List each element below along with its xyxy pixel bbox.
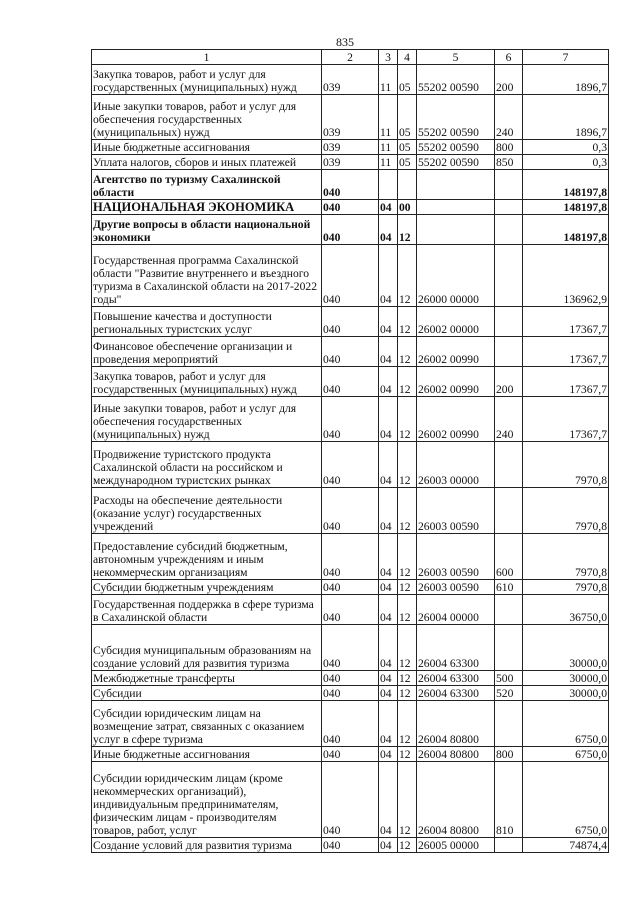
table-row	[92, 155, 609, 170]
row-name: Государственная программа Сахалинской области "Развитие внутреннего и въездного туризма в Сахалинской области на 2017-2022 годы"	[92, 245, 322, 307]
row-amount: 6750,0	[523, 762, 609, 838]
row-code-expense	[495, 625, 523, 671]
table-row	[92, 838, 609, 853]
row-code-section: 11	[379, 95, 398, 140]
table-row	[92, 200, 609, 215]
table-row	[92, 65, 609, 95]
table-row	[92, 595, 609, 625]
row-code-section: 04	[379, 367, 398, 397]
row-code-target: 26002 00990	[417, 397, 495, 442]
row-code-subsection: 12	[398, 245, 417, 307]
row-code-subsection: 12	[398, 307, 417, 337]
row-code-admin: 040	[322, 625, 379, 671]
row-code-target: 26004 00000	[417, 595, 495, 625]
row-code-expense	[495, 838, 523, 853]
table-row	[92, 762, 609, 838]
row-name: Закупка товаров, работ и услуг для государственных (муниципальных) нужд	[92, 65, 322, 95]
row-code-admin: 040	[322, 170, 379, 200]
row-name: Закупка товаров, работ и услуг для государственных (муниципальных) нужд	[92, 367, 322, 397]
row-code-subsection: 00	[398, 200, 417, 215]
row-code-target	[417, 170, 495, 200]
row-code-subsection: 12	[398, 838, 417, 853]
row-code-admin: 040	[322, 245, 379, 307]
table-row	[92, 442, 609, 488]
row-amount: 30000,0	[523, 625, 609, 671]
page-number: 835	[336, 35, 354, 49]
row-amount: 17367,7	[523, 337, 609, 367]
row-name: Государственная поддержка в сфере туризма в Сахалинской области	[92, 595, 322, 625]
row-code-subsection: 12	[398, 747, 417, 762]
row-amount: 17367,7	[523, 397, 609, 442]
table-row	[92, 337, 609, 367]
row-code-subsection: 12	[398, 762, 417, 838]
row-code-expense	[495, 245, 523, 307]
row-code-subsection	[398, 170, 417, 200]
row-code-admin: 040	[322, 762, 379, 838]
row-name: Продвижение туристского продукта Сахалинской области на российском и международном туристских рынках	[92, 442, 322, 488]
row-code-admin: 040	[322, 580, 379, 595]
row-code-admin: 040	[322, 701, 379, 747]
row-name: Другие вопросы в области национальной экономики	[92, 215, 322, 245]
table-row	[92, 671, 609, 686]
row-code-section: 04	[379, 686, 398, 701]
row-code-subsection: 12	[398, 337, 417, 367]
row-code-section	[379, 170, 398, 200]
table-row	[92, 307, 609, 337]
col-header: 1	[92, 50, 322, 65]
table-row	[92, 701, 609, 747]
row-code-subsection: 12	[398, 442, 417, 488]
row-code-expense: 520	[495, 686, 523, 701]
header-row	[92, 50, 609, 65]
row-code-subsection: 12	[398, 488, 417, 534]
row-amount: 1896,7	[523, 95, 609, 140]
table-row	[92, 245, 609, 307]
row-code-subsection: 05	[398, 140, 417, 155]
row-code-section: 04	[379, 200, 398, 215]
row-name: Расходы на обеспечение деятельности (оказание услуг) государственных учреждений	[92, 488, 322, 534]
row-amount: 7970,8	[523, 442, 609, 488]
row-code-target: 26003 00590	[417, 580, 495, 595]
row-code-expense: 610	[495, 580, 523, 595]
row-code-section: 04	[379, 215, 398, 245]
row-code-target: 55202 00590	[417, 140, 495, 155]
row-name: Агентство по туризму Сахалинской области	[92, 170, 322, 200]
table-row	[92, 95, 609, 140]
row-code-admin: 039	[322, 65, 379, 95]
row-code-admin: 040	[322, 215, 379, 245]
row-code-subsection: 05	[398, 65, 417, 95]
row-code-section: 04	[379, 245, 398, 307]
row-code-target: 55202 00590	[417, 65, 495, 95]
row-code-target: 26003 00590	[417, 488, 495, 534]
row-code-expense	[495, 170, 523, 200]
row-code-subsection: 12	[398, 671, 417, 686]
row-amount: 148197,8	[523, 170, 609, 200]
row-code-section: 04	[379, 595, 398, 625]
row-name: Иные закупки товаров, работ и услуг для обеспечения государственных (муниципальных) нужд	[92, 95, 322, 140]
row-code-expense	[495, 337, 523, 367]
row-code-section: 04	[379, 307, 398, 337]
row-amount: 7970,8	[523, 534, 609, 580]
table-row	[92, 488, 609, 534]
row-code-expense	[495, 215, 523, 245]
row-code-target	[417, 215, 495, 245]
row-code-expense	[495, 307, 523, 337]
row-code-section: 04	[379, 337, 398, 367]
row-code-subsection: 12	[398, 397, 417, 442]
row-name: Субсидии юридическим лицам (кроме некоммерческих организаций), индивидуальным предпринимателям, физическим лицам - производителям товаров, работ, услуг	[92, 762, 322, 838]
table-row	[92, 170, 609, 200]
row-code-expense	[495, 442, 523, 488]
row-amount: 6750,0	[523, 701, 609, 747]
row-name: НАЦИОНАЛЬНАЯ ЭКОНОМИКА	[92, 200, 322, 215]
row-code-admin: 040	[322, 337, 379, 367]
row-code-subsection: 12	[398, 625, 417, 671]
row-amount: 0,3	[523, 155, 609, 170]
row-amount: 30000,0	[523, 686, 609, 701]
row-amount: 17367,7	[523, 367, 609, 397]
row-code-target: 26004 63300	[417, 686, 495, 701]
row-code-target: 26004 63300	[417, 625, 495, 671]
table-row	[92, 140, 609, 155]
col-header: 2	[322, 50, 379, 65]
row-amount: 17367,7	[523, 307, 609, 337]
row-code-admin: 040	[322, 534, 379, 580]
col-header: 3	[379, 50, 398, 65]
row-code-target: 26003 00000	[417, 442, 495, 488]
row-name: Иные бюджетные ассигнования	[92, 747, 322, 762]
row-code-section: 04	[379, 580, 398, 595]
row-code-admin: 039	[322, 95, 379, 140]
row-code-expense: 800	[495, 140, 523, 155]
row-code-section: 11	[379, 140, 398, 155]
row-code-expense: 500	[495, 671, 523, 686]
row-code-subsection: 05	[398, 95, 417, 140]
row-code-expense	[495, 200, 523, 215]
row-code-admin: 040	[322, 488, 379, 534]
row-amount: 148197,8	[523, 200, 609, 215]
row-code-admin: 040	[322, 671, 379, 686]
row-amount: 74874,4	[523, 838, 609, 853]
row-name: Предоставление субсидий бюджетным, автономным учреждениям и иным некоммерческим организациям	[92, 534, 322, 580]
row-amount: 7970,8	[523, 580, 609, 595]
row-code-subsection: 12	[398, 534, 417, 580]
row-code-admin: 040	[322, 747, 379, 762]
row-name: Иные закупки товаров, работ и услуг для обеспечения государственных (муниципальных) нужд	[92, 397, 322, 442]
row-amount: 36750,0	[523, 595, 609, 625]
row-code-target: 26000 00000	[417, 245, 495, 307]
row-code-admin: 040	[322, 838, 379, 853]
row-name: Уплата налогов, сборов и иных платежей	[92, 155, 322, 170]
table-row	[92, 215, 609, 245]
table-row	[92, 747, 609, 762]
row-code-section: 04	[379, 442, 398, 488]
row-code-expense: 810	[495, 762, 523, 838]
row-code-admin: 039	[322, 155, 379, 170]
row-code-target: 55202 00590	[417, 95, 495, 140]
row-code-target: 26004 63300	[417, 671, 495, 686]
row-code-section: 04	[379, 397, 398, 442]
row-code-target: 26005 00000	[417, 838, 495, 853]
col-header: 4	[398, 50, 417, 65]
row-code-admin: 040	[322, 686, 379, 701]
row-amount: 0,3	[523, 140, 609, 155]
row-code-subsection: 12	[398, 580, 417, 595]
table-row	[92, 367, 609, 397]
row-amount: 7970,8	[523, 488, 609, 534]
row-name: Субсидия муниципальным образованиям на создание условий для развития туризма	[92, 625, 322, 671]
row-name: Иные бюджетные ассигнования	[92, 140, 322, 155]
row-amount: 136962,9	[523, 245, 609, 307]
row-code-subsection: 05	[398, 155, 417, 170]
row-amount: 6750,0	[523, 747, 609, 762]
row-name: Создание условий для развития туризма	[92, 838, 322, 853]
row-code-expense: 200	[495, 65, 523, 95]
row-code-target: 26004 80800	[417, 701, 495, 747]
row-code-section: 04	[379, 838, 398, 853]
row-code-subsection: 12	[398, 367, 417, 397]
table-row	[92, 686, 609, 701]
row-code-expense	[495, 595, 523, 625]
row-code-admin: 040	[322, 595, 379, 625]
row-code-target: 55202 00590	[417, 155, 495, 170]
row-code-admin: 040	[322, 367, 379, 397]
row-code-section: 04	[379, 671, 398, 686]
row-name: Субсидии юридическим лицам на возмещение затрат, связанных с оказанием услуг в сфере туризма	[92, 701, 322, 747]
row-amount: 1896,7	[523, 65, 609, 95]
row-code-section: 11	[379, 155, 398, 170]
row-name: Межбюджетные трансферты	[92, 671, 322, 686]
row-code-expense: 800	[495, 747, 523, 762]
row-amount: 148197,8	[523, 215, 609, 245]
row-code-target: 26002 00000	[417, 307, 495, 337]
row-code-target	[417, 200, 495, 215]
row-code-admin: 040	[322, 442, 379, 488]
row-code-subsection: 12	[398, 686, 417, 701]
table-row	[92, 625, 609, 671]
row-code-expense: 200	[495, 367, 523, 397]
table-row	[92, 580, 609, 595]
row-code-section: 04	[379, 488, 398, 534]
row-code-section: 04	[379, 762, 398, 838]
row-code-subsection: 12	[398, 701, 417, 747]
col-header: 5	[417, 50, 495, 65]
row-code-section: 04	[379, 625, 398, 671]
table-row	[92, 397, 609, 442]
row-code-expense: 240	[495, 95, 523, 140]
row-name: Субсидии бюджетным учреждениям	[92, 580, 322, 595]
row-code-target: 26002 00990	[417, 337, 495, 367]
row-code-expense: 600	[495, 534, 523, 580]
row-code-target: 26002 00990	[417, 367, 495, 397]
row-code-admin: 040	[322, 307, 379, 337]
table-row	[92, 534, 609, 580]
row-code-target: 26003 00590	[417, 534, 495, 580]
row-code-target: 26004 80800	[417, 747, 495, 762]
row-code-expense: 850	[495, 155, 523, 170]
row-code-section: 11	[379, 65, 398, 95]
row-code-expense	[495, 701, 523, 747]
row-code-subsection: 12	[398, 595, 417, 625]
col-header: 6	[495, 50, 523, 65]
row-code-subsection: 12	[398, 215, 417, 245]
row-code-expense: 240	[495, 397, 523, 442]
row-amount: 30000,0	[523, 671, 609, 686]
row-code-section: 04	[379, 747, 398, 762]
row-code-expense	[495, 488, 523, 534]
row-code-section: 04	[379, 534, 398, 580]
row-code-admin: 040	[322, 200, 379, 215]
col-header: 7	[523, 50, 609, 65]
row-code-admin: 039	[322, 140, 379, 155]
row-name: Финансовое обеспечение организации и проведения мероприятий	[92, 337, 322, 367]
row-code-target: 26004 80800	[417, 762, 495, 838]
row-name: Повышение качества и доступности региональных туристских услуг	[92, 307, 322, 337]
row-name: Субсидии	[92, 686, 322, 701]
row-code-admin: 040	[322, 397, 379, 442]
row-code-section: 04	[379, 701, 398, 747]
budget-table	[91, 49, 609, 853]
